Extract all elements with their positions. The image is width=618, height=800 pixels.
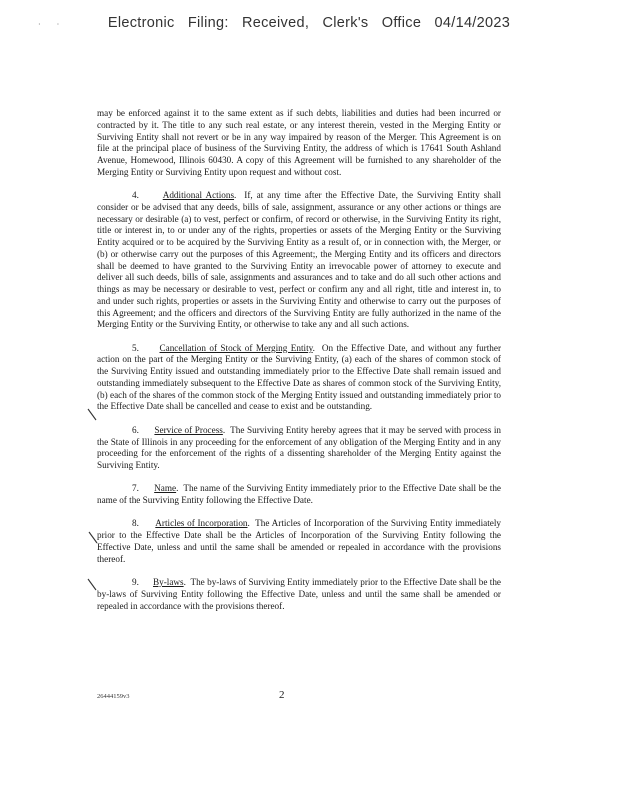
scan-artifact: · · bbox=[38, 20, 60, 29]
margin-tick-mark bbox=[86, 578, 98, 592]
margin-tick-mark bbox=[86, 408, 98, 422]
paragraph-number: 7. bbox=[132, 483, 139, 494]
paragraph-number: 6. bbox=[132, 424, 139, 435]
paragraph-text: On the Effective Date, and without any further action on the part of the Merging Entity or the Surviving Entity, (a) each of the shares of common stock of the Surviving Entity issued and outstanding immediately prior to the Effective Date shall remain issued and outstanding immediately subsequent to the Effective Date as shares of common stock of the Surviving Entity, (b) each of the shares of the common stock of the Merging Entity issued and outstanding immediately prior to the Effective Date shall be cancelled and cease to exist and be outstanding. bbox=[97, 342, 502, 412]
paragraph-text: The Articles of Incorporation of the Surviving Entity immediately prior to the Effective Date shall be the Articles of Incorporation of the Surviving Entity following the Effective Date, unless and until the same shall be amended or repealed in accordance with the provisions thereof. bbox=[97, 518, 502, 564]
paragraph-number: 5. bbox=[132, 342, 139, 353]
document-id: 26444159v3 bbox=[97, 693, 130, 700]
electronic-filing-stamp: Electronic Filing: Received, Clerk's Office 04/14/2023 bbox=[107, 15, 511, 31]
document-body bbox=[97, 108, 501, 624]
paragraph-8: 8. Articles of Incorporation. The Articles of Incorporation of the Surviving Entity immediately prior to the Effective Date shall be the Articles of Incorporation of the Surviving Entity following the Effective Date, unless and until the same shall be amended or repealed in accordance with the provisions thereof. bbox=[97, 518, 502, 564]
paragraph-5: 5. Cancellation of Stock of Merging Entity. On the Effective Date, and without any further action on the part of the Merging Entity or the Surviving Entity, (a) each of the shares of common stock of the Surviving Entity issued and outstanding immediately prior to the Effective Date shall remain issued and outstanding immediately subsequent to the Effective Date as shares of common stock of the Surviving Entity, (b) each of the shares of the common stock of the Merging Entity issued and outstanding immediately prior to the Effective Date shall be cancelled and cease to exist and be outstanding. bbox=[97, 342, 502, 412]
paragraph-number: 9. bbox=[132, 577, 139, 588]
paragraph-text: may be enforced against it to the same extent as if such debts, liabilities and duties had been incurred or contracted by it. The title to any such real estate, or any interest therein, vested in the Merging Entity or Surviving Entity shall not revert or be in any way impaired by reason of the Merger. This Agreement is on file at the principal place of business of the Surviving Entity, the address of which is 17641 South Ashland Avenue, Homewood, Illinois 60430. A copy of this Agreement will be furnished to any shareholder of the Merging Entity or Surviving Entity upon request and without cost. bbox=[97, 108, 501, 177]
paragraph-heading: By-laws bbox=[153, 577, 184, 588]
paragraph-heading: Service of Process bbox=[154, 424, 223, 435]
paragraph-text: The name of the Surviving Entity immediately prior to the Effective Date shall be the name of the Surviving Entity following the Effective Date. bbox=[97, 483, 501, 506]
paragraph-text: The Surviving Entity hereby agrees that it may be served with process in the State of Illinois in any proceeding for the enforcement of any obligation of the Merging Entity and in any proceeding for the enforcement of the rights of a dissenting shareholder of the Merging Entity against the Surviving Entity. bbox=[97, 424, 502, 471]
paragraph-number: 4. bbox=[132, 190, 139, 201]
paragraph-heading: Name bbox=[154, 483, 177, 494]
paragraph-7: 7. Name. The name of the Surviving Entity immediately prior to the Effective Date shall be the name of the Surviving Entity following the Effective Date. bbox=[97, 483, 501, 506]
paragraph-9: 9. By-laws. The by-laws of Surviving Entity immediately prior to the Effective Date shall be the by-laws of Surviving Entity following the Effective Date, unless and until the same shall be amended or repealed in accordance with the provisions thereof. bbox=[97, 577, 502, 611]
paragraph-text: The by-laws of Surviving Entity immediately prior to the Effective Date shall be the by-laws of Surviving Entity following the Effective Date, unless and until the same shall be amended or repealed in accordance with the provisions thereof. bbox=[97, 577, 502, 611]
paragraph-4: 4. Additional Actions. If, at any time after the Effective Date, the Surviving Entity shall consider or be advised that any deeds, bills of sale, assignment, assurance or any other actions or things are necessary or desirable (a) to vest, perfect or confirm, of record or otherwise, in the Surviving Entity its right, title or interest in, to or under any of the rights, properties or assets of the Merging Entity or the Surviving Entity acquired or to be acquired by the Surviving Entity as a result of, or in connection with, the Merger, or (b) or otherwise carry out the purposes of this Agreement;, the Merging Entity and its officers and directors shall be deemed to have granted to the Surviving Entity an irrevocable power of attorney to execute and deliver all such deeds, bills of sale, assignments and assurances and to take and do all such other actions and things as may be necessary or desirable to vest, perfect or confirm any and all right, title and interest in, to and under such rights, properties or assets in the Surviving Entity and otherwise to carry out the purposes of this Agreement; and the officers and directors of the Surviving Entity are fully authorized in the name of the Merging Entity or the Surviving Entity, or otherwise to take any and all such actions. bbox=[97, 190, 502, 330]
paragraph-heading: Cancellation of Stock of Merging Entity bbox=[159, 342, 313, 353]
paragraph-text: If, at any time after the Effective Date, the Surviving Entity shall consider or be advised that any deeds, bills of sale, assignment, assurance or any other actions or things are necessary or desirable (a) to vest, perfect or confirm, of record or otherwise, in the Surviving Entity its right, title or interest in, to or under any of the rights, properties or assets of the Merging Entity or the Surviving Entity acquired or to be acquired by the Surviving Entity as a result of, or in connection with, the Merger, or (b) or otherwise carry out the purposes of this Agreement;, the Merging Entity and its officers and directors shall be deemed to have granted to the Surviving Entity an irrevocable power of attorney to execute and deliver all such deeds, bills of sale, assignments and assurances and to take and do all such other actions and things as may be necessary or desirable to vest, perfect or confirm any and all right, title and interest in, to and under such rights, properties or assets in the Surviving Entity and otherwise to carry out the purposes of this Agreement; and the officers and directors of the Surviving Entity are fully authorized in the name of the Merging Entity or the Surviving Entity, or otherwise to take any and all such actions. bbox=[97, 190, 502, 330]
page-number: 2 bbox=[279, 689, 285, 701]
margin-tick-mark bbox=[87, 531, 99, 545]
paragraph-continuation bbox=[97, 108, 501, 179]
paragraph-6: 6. Service of Process. The Surviving Entity hereby agrees that it may be served with process in the State of Illinois in any proceeding for the enforcement of any obligation of the Merging Entity and in any proceeding for the enforcement of the rights of a dissenting shareholder of the Merging Entity against the Surviving Entity. bbox=[97, 424, 502, 471]
paragraph-heading: Articles of Incorporation bbox=[155, 518, 248, 529]
paragraph-number: 8. bbox=[132, 518, 139, 529]
paragraph-heading: Additional Actions bbox=[162, 190, 235, 201]
